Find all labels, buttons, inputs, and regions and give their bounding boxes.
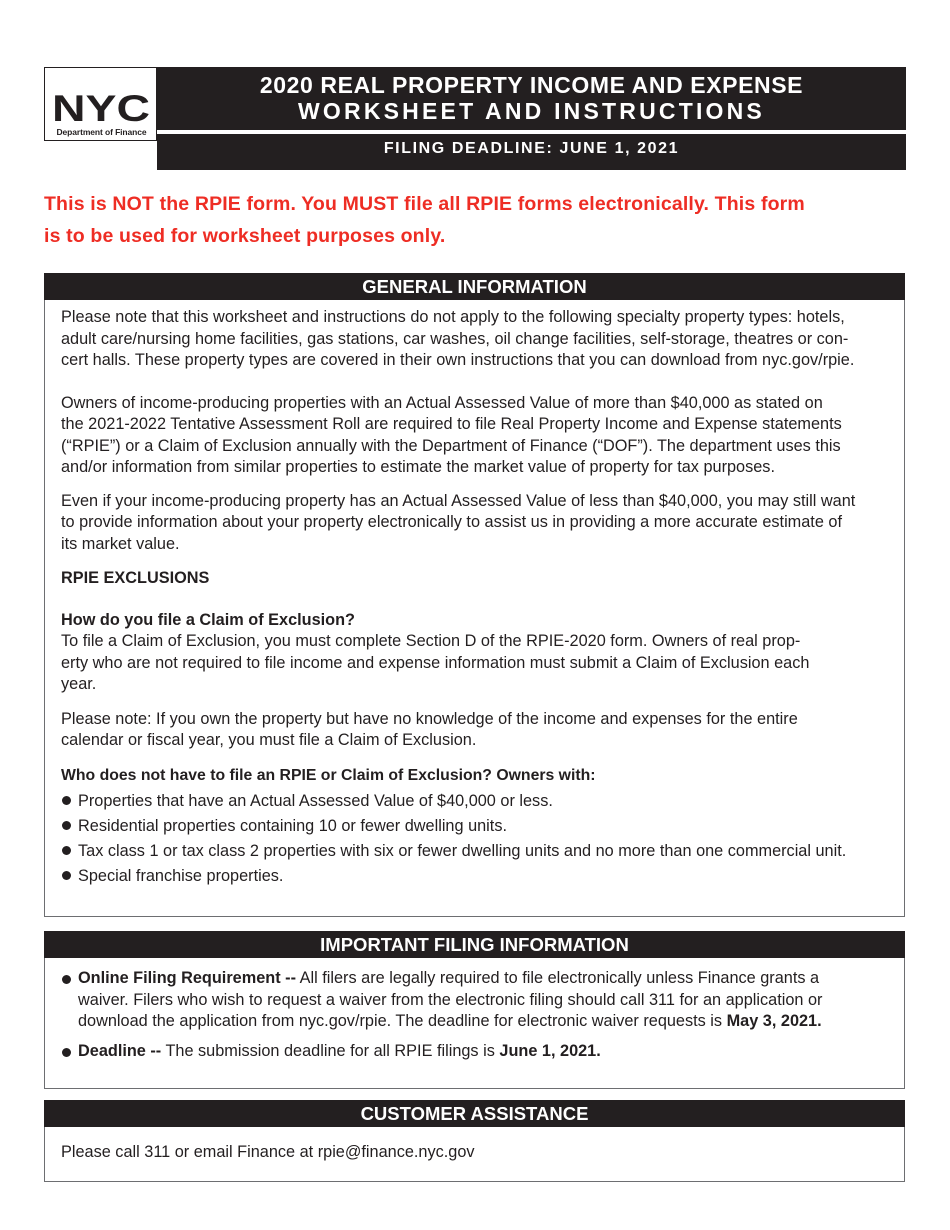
rpie-exclusions-heading: RPIE EXCLUSIONS [61,569,210,587]
title-banner [157,67,906,130]
list-item: Residential properties containing 10 or fewer dwelling units. [61,814,888,839]
title-line-2: WORKSHEET AND INSTRUCTIONS [298,98,765,124]
owners-requirement-paragraph: Owners of income-producing properties with an Actual Assessed Value of more than $40,000 as stated on the 2021-2022 Tentative Assessment Roll are required to file Real Property Income and Expense statements (“RPIE”) or a Claim of Exclusion annually with the Department of Finance (“DOF”). The department uses this and/or information from similar properties to estimate the market value of property for tax purposes. [61,393,842,476]
section-heading: CUSTOMER ASSISTANCE [44,1100,905,1127]
contact-info: Please call 311 or email Finance at rpie@finance.nyc.gov [61,1143,475,1161]
filing-deadline-banner: FILING DEADLINE: JUNE 1, 2021 [157,134,906,170]
logo-department-label: Department of Finance [56,127,147,137]
customer-assistance-section [44,1100,905,1182]
list-item: Properties that have an Actual Assessed Value of $40,000 or less. [61,789,888,814]
logo-wordmark: NYC [52,94,150,126]
under-threshold-paragraph: Even if your income-producing property has an Actual Assessed Value of less than $40,000, you may still want to provide information about your property electronically to assist us in providing a more accurate estimate of its market value. [61,491,856,553]
title-line-1: 2020 REAL PROPERTY INCOME AND EXPENSE [259,72,804,98]
claim-of-exclusion-heading: How do you file a Claim of Exclusion? [61,610,356,629]
general-information-body [45,307,904,889]
online-filing-requirement-item: Online Filing Requirement -- All filers are legally required to file electronically unless Finance grants a waiver. Filers who wish to request a waiver from the electronic filing should call 311 for an application or download the application from nyc.gov/rpie. The deadline for electronic waiver requests is May 3, 2021. [61,968,888,1033]
notice-line-1: This is NOT the RPIE form. You MUST file all RPIE forms electronically. This form [44,193,805,215]
knowledge-note-paragraph: Please note: If you own the property but have no knowledge of the income and expenses for the entire calendar or fiscal year, you must file a Claim of Exclusion. [61,709,798,749]
who-does-not-file-heading: Who does not have to file an RPIE or Claim of Exclusion? Owners with: [61,766,596,784]
list-item: Special franchise properties. [61,864,888,889]
section-heading: GENERAL INFORMATION [44,273,905,300]
exemption-list [61,789,888,889]
important-filing-body [45,968,904,1062]
general-information-section [44,273,905,917]
customer-assistance-body [45,1142,904,1164]
claim-instructions-paragraph: To file a Claim of Exclusion, you must complete Section D of the RPIE-2020 form. Owners of real prop- erty who are not required to file income and expense information must submit a Claim of Exclusion each year. [61,632,810,693]
specialty-note-paragraph: Please note that this worksheet and instructions do not apply to the following specialty property types: hotels, adult care/nursing home facilities, gas stations, car washes, oil change facilities, self-storage, theatres or con- cert halls. These property types are covered in their own instructions that you can download from nyc.gov/rpie. [61,308,855,369]
section-heading: IMPORTANT FILING INFORMATION [44,931,905,958]
list-item: Tax class 1 or tax class 2 properties with six or fewer dwelling units and no more than one commercial unit. [61,839,888,864]
nyc-logo-mark [50,94,153,126]
important-filing-section [44,931,905,1089]
deadline-item: Deadline -- The submission deadline for all RPIE filings is June 1, 2021. [61,1041,888,1063]
filing-info-list [61,968,888,1062]
nyc-logo [44,67,157,141]
electronic-filing-notice [44,188,914,252]
notice-line-2: is to be used for worksheet purposes only. [44,225,446,247]
document-header [44,67,906,170]
